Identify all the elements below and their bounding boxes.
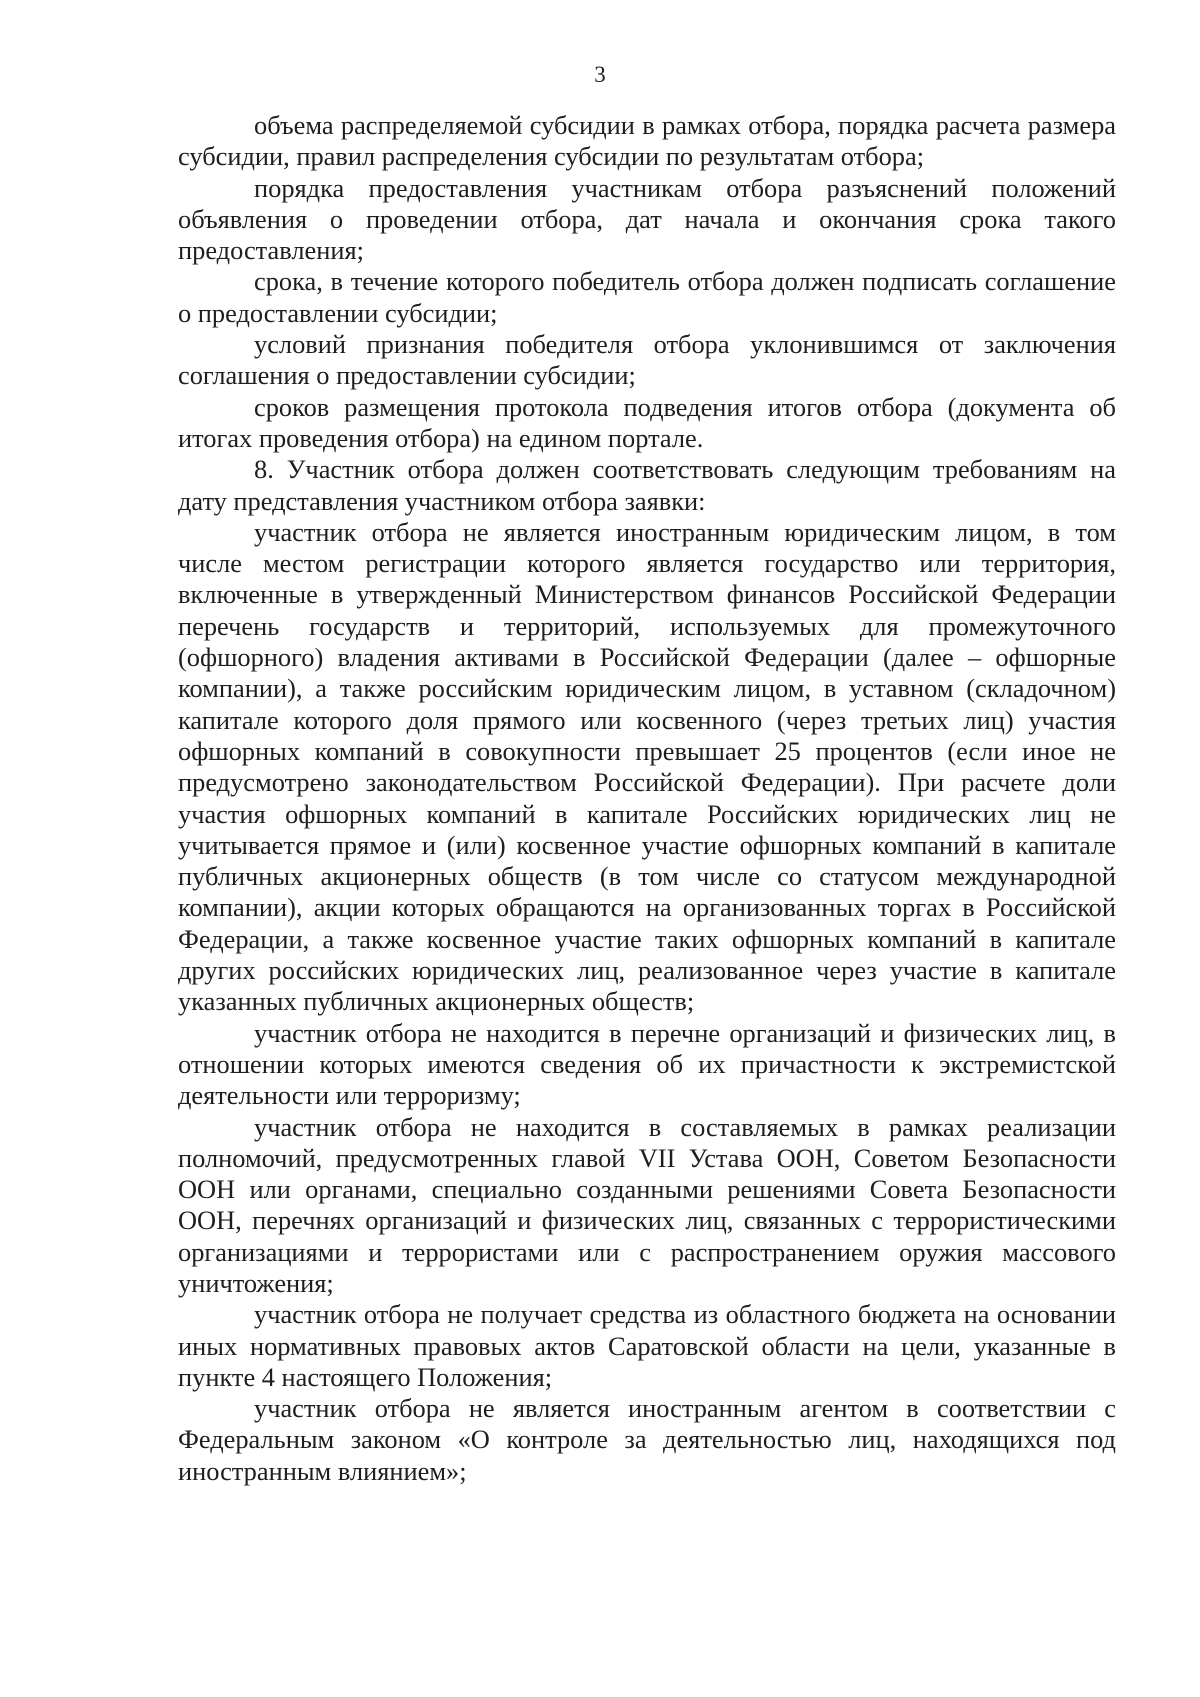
paragraph-evasion-conditions: условий признания победителя отбора уклонившимся от заключения соглашения о предоставлении субсидии; <box>178 329 1116 391</box>
paragraph-un-lists: участник отбора не находится в составляемых в рамках реализации полномочий, предусмотренных главой VII Устава ООН, Советом Безопасности ООН или органами, специально созданными решениями Совета Безопасности ООН, перечнях организаций и физических лиц, связанных с террористическими организациями и террористами или с распространением оружия массового уничтожения; <box>178 1111 1116 1298</box>
paragraph-extremism-list: участник отбора не находится в перечне организаций и физических лиц, в отношении которых имеются сведения об их причастности к экстремистской деятельности или терроризму; <box>178 1017 1116 1111</box>
paragraph-subsidy-volume: объема распределяемой субсидии в рамках отбора, порядка расчета размера субсидии, правил распределения субсидии по результатам отбора; <box>178 110 1116 172</box>
paragraph-signing-term: срока, в течение которого победитель отбора должен подписать соглашение о предоставлении субсидии; <box>178 266 1116 328</box>
paragraph-foreign-agent: участник отбора не является иностранным агентом в соответствии с Федеральным законом «О контроле за деятельностью лиц, находящихся под иностранным влиянием»; <box>178 1393 1116 1486</box>
paragraph-budget-funds: участник отбора не получает средства из областного бюджета на основании иных нормативных правовых актов Саратовской области на цели, указанные в пункте 4 настоящего Положения; <box>178 1299 1116 1392</box>
paragraph-protocol-placement: сроков размещения протокола подведения итогов отбора (документа об итогах проведения отбора) на едином портале. <box>178 391 1116 453</box>
page-number: 3 <box>594 62 606 87</box>
paragraph-item-8: 8. Участник отбора должен соответствовать следующим требованиям на дату представления участником отбора заявки: <box>178 454 1116 516</box>
paragraph-offshore-requirement: участник отбора не является иностранным юридическим лицом, в том числе местом регистрации которого является государство или территория, включенные в утвержденный Министерством финансов Российской Федерации перечень государств и территорий, используемых для промежуточного (офшорного) владения активами в Российской Федерации (далее – офшорные компании), а также российским юридическим лицом, в уставном (складочном) капитале которого доля прямого или косвенного (через третьих лиц) участия офшорных компаний в совокупности превышает 25 процентов (если иное не предусмотрено законодательством Российской Федерации). При расчете доли участия офшорных компаний в капитале Российских юридических лиц не учитывается прямое и (или) косвенное участие офшорных компаний в капитале публичных акционерных обществ (в том числе со статусом международной компании), акции которых обращаются на организованных торгах в Российской Федерации, а также косвенное участие таких офшорных компаний в капитале других российских юридических лиц, реализованное через участие в капитале указанных публичных акционерных обществ; <box>178 516 1116 1017</box>
document-body <box>178 110 1116 1487</box>
paragraph-clarifications: порядка предоставления участникам отбора разъяснений положений объявления о проведении отбора, дат начала и окончания срока такого предоставления; <box>178 172 1116 266</box>
